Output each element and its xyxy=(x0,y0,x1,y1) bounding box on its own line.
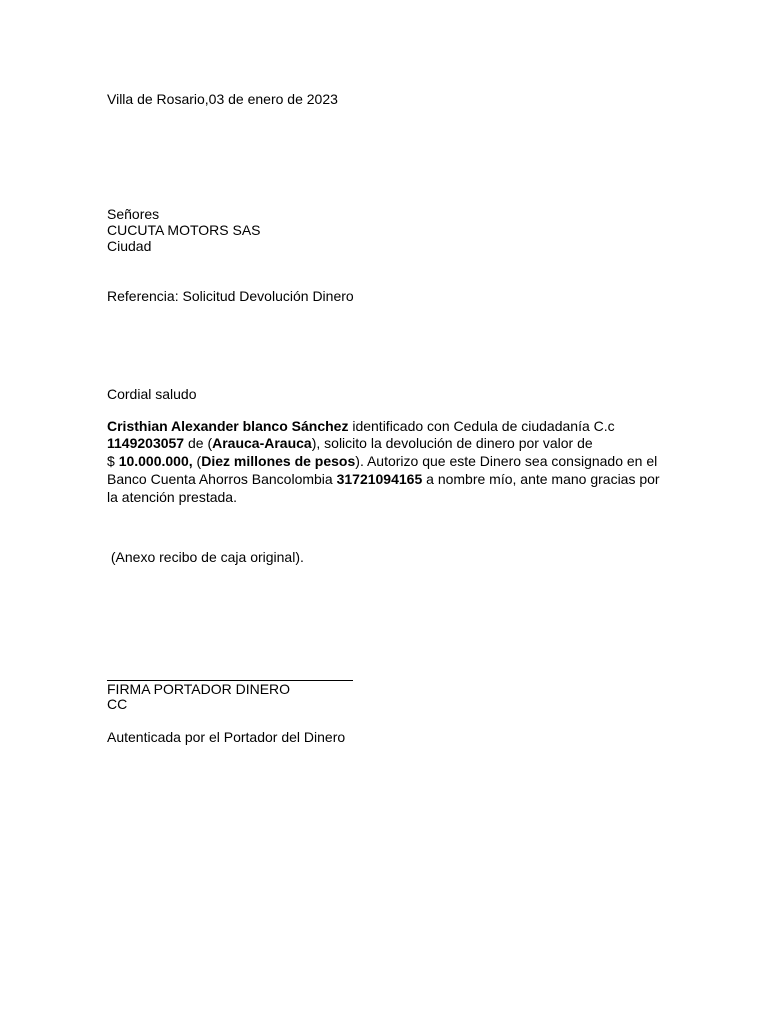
recipient-company: CUCUTA MOTORS SAS xyxy=(107,222,261,238)
greeting: Cordial saludo xyxy=(107,386,197,402)
currency-symbol: $ xyxy=(107,453,119,469)
body-text: Banco Cuenta Ahorros Bancolombia xyxy=(107,471,337,487)
body-line-2 xyxy=(107,435,593,452)
amount: 10.000.000, xyxy=(118,453,193,469)
body-text: ( xyxy=(192,453,202,469)
annex-note: (Anexo recibo de caja original). xyxy=(107,549,304,565)
body-text: ). Autorizo que este Dinero sea consignado en el xyxy=(355,453,658,469)
date-line: Villa de Rosario,03 de enero de 2023 xyxy=(107,91,338,107)
signature-title: FIRMA PORTADOR DINERO xyxy=(107,681,291,697)
id-place: Arauca-Arauca xyxy=(212,435,312,451)
recipient-city: Ciudad xyxy=(107,238,152,254)
requester-name: Cristhian Alexander blanco Sánchez xyxy=(107,418,349,434)
body-text: de ( xyxy=(184,435,213,451)
amount-in-words: Diez millones de pesos xyxy=(201,453,356,469)
body-line-5: la atención prestada. xyxy=(107,489,237,505)
body-line-1 xyxy=(107,418,615,435)
recipient-salutation: Señores xyxy=(107,206,160,222)
body-text: identificado con Cedula de ciudadanía C.c xyxy=(348,418,615,434)
body-line-4 xyxy=(107,471,660,488)
body-line-3 xyxy=(107,453,657,470)
reference-line: Referencia: Solicitud Devolución Dinero xyxy=(107,288,354,304)
body-text: ), solicito la devolución de dinero por valor de xyxy=(311,435,593,451)
account-number: 31721094165 xyxy=(336,471,423,487)
authentication-note: Autenticada por el Portador del Dinero xyxy=(107,729,346,745)
id-number: 1149203057 xyxy=(107,435,185,451)
signature-cc: CC xyxy=(107,696,128,712)
body-text: a nombre mío, ante mano gracias por xyxy=(422,471,660,487)
